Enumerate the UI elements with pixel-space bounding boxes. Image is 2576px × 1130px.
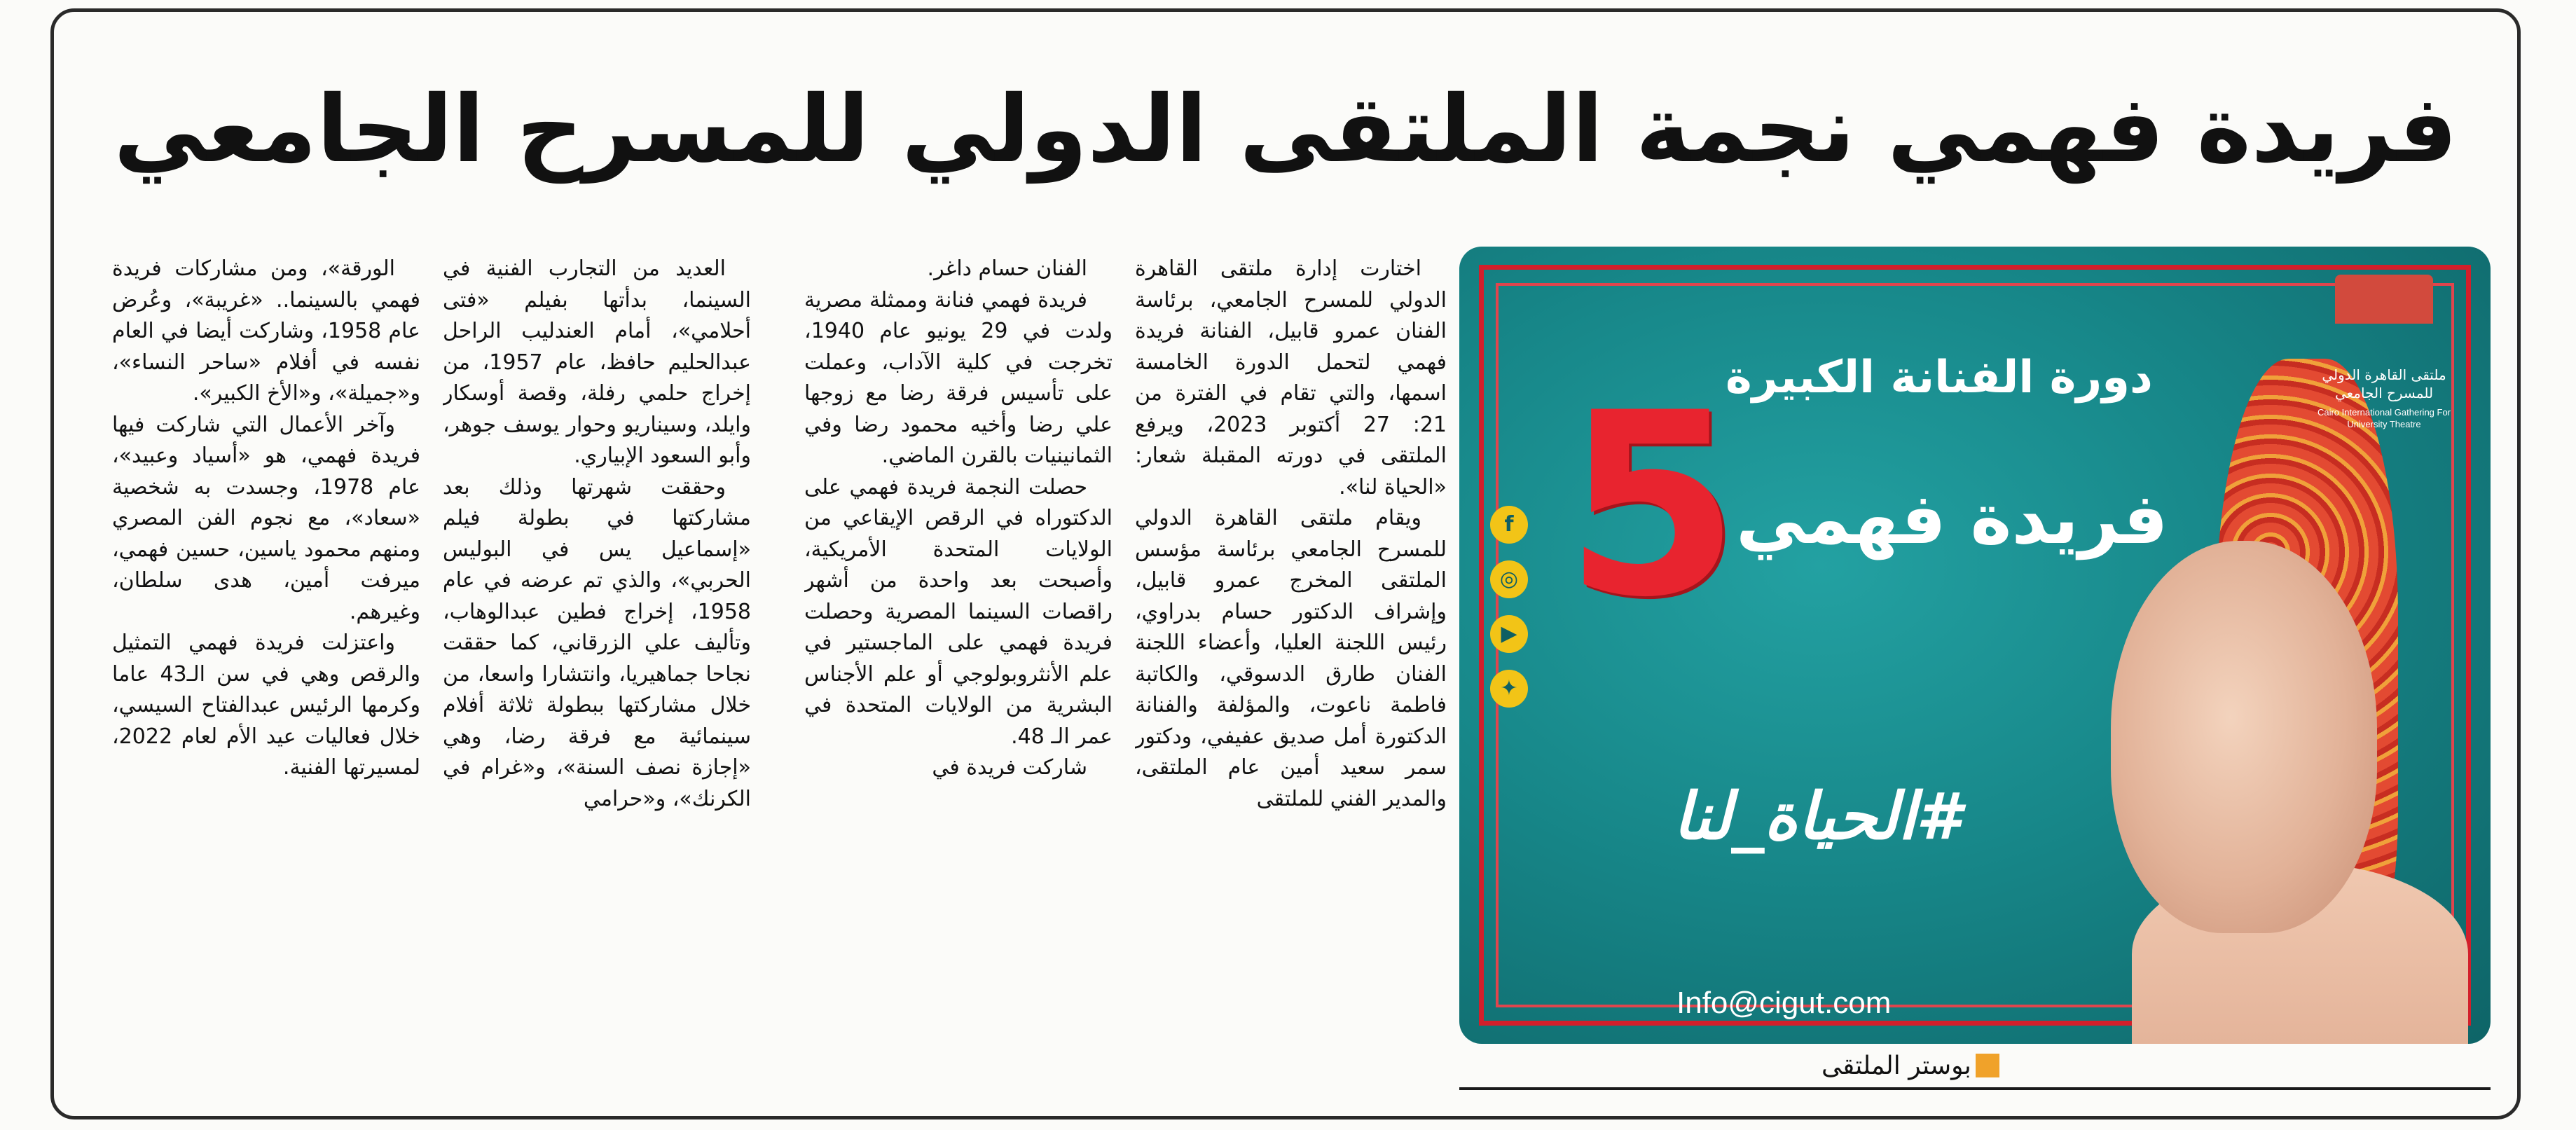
paragraph: ويقام ملتقى القاهرة الدولي للمسرح الجامعي برئاسة مؤسس الملتقى المخرج عمرو قابيل، وإشراف الدكتور حسام بدراوي، رئيس اللجنة العليا، وأعضاء اللجنة الفنان طارق الدسوقي، والكاتبة فاطمة ناعوت، والمؤلفة والفنانة الدكتورة أمل صديق عفيفي، ودكتور سمر سعيد أمين عام الملتقى، والمدير الفني للملتقى [1135,506,1447,811]
portrait-face [2111,541,2377,933]
poster-email: Info@cigut.com [1676,986,1892,1020]
edition-number: 5 [1564,359,1740,652]
article-column-2 [804,254,1113,1101]
graduation-cap-icon [2335,275,2433,324]
twitter-icon: ✦ [1490,670,1528,708]
paragraph: الورقة»، ومن مشاركات فريدة فهمي بالسينما.. «غريبة»، وعُرض عام 1958، وشاركت أيضا في العام نفسه في أفلام «ساحر النساء»، و«جميلة»، و«الأخ الكبير». [112,256,420,406]
paragraph: وحققت شهرتها وذلك بعد مشاركتها في بطولة فيلم «إسماعيل يس في البوليس الحربي»، والذي تم عرضه في عام 1958، إخراج فطين عبدالوهاب، وتأليف علي الزرقاني، كما حققت نجاحا جماهيريا، وانتشارا واسعا، من خلال مشاركتها ببطولة ثلاثة أفلام سينمائية مع فرقة رضا، وهي «إجازة نصف السنة»، و«غرام في الكرنك»، و«حرامي [443,474,751,811]
paragraph: واعتزلت فريدة فهمي التمثيل والرقص وهي في سن الـ43 عاما وكرمها الرئيس عبدالفتاح السيسي، خلال فعاليات عيد الأم لعام 2022، لمسيرتها الفنية. [112,631,420,780]
festival-logo [2300,275,2468,430]
honoree-name: فريدة فهمي [1736,478,2168,560]
logo-arabic-text: ملتقى القاهرة الدولي للمسرح الجامعي [2322,366,2446,401]
poster-hashtag: #الحياة_لنا [1673,779,1961,854]
social-icons [1490,506,1535,724]
article-column-1 [1135,254,1447,1101]
paragraph: حصلت النجمة فريدة فهمي على الدكتوراه في الرقص الإيقاعي من الولايات المتحدة الأمريكية، وأصبحت بعد واحدة من أشهر راقصات السينما المصرية وحصلت فريدة فهمي على الماجستير في علم الأنثروبولوجي أو علم الأجناس البشرية من الولايات المتحدة في عمر الـ 48. [804,474,1113,749]
image-caption [1821,1049,1999,1083]
festival-poster-image [1459,247,2491,1044]
paragraph: فريدة فهمي فنانة وممثلة مصرية ولدت في 29 يونيو عام 1940، تخرجت في كلية الآداب، وعملت على تأسيس فرقة رضا مع زوجها علي رضا وأخيه محمود رضا وفي الثمانينيات بالقرن الماضي. [804,287,1113,468]
headline: فريدة فهمي نجمة الملتقى الدولي للمسرح الجامعي [113,76,2458,184]
paragraph: شاركت فريدة في [932,755,1087,780]
youtube-icon: ▶ [1490,615,1528,653]
paragraph: العديد من التجارب الفنية في السينما، بدأتها بفيلم «فتى أحلامي»، أمام العندليب الراحل عبدالحليم حافظ، عام 1957، من إخراج حلمي رفلة، وقصة أوسكار وايلد، وسيناريو وحوار يوسف جوهر، وأبو السعود الإبياري. [443,256,751,468]
paragraph: الفنان حسام داغر. [927,256,1087,281]
paragraph: اختارت إدارة ملتقى القاهرة الدولي للمسرح الجامعي، برئاسة الفنان عمرو قابيل، الفنانة فريدة فهمي لتحمل الدورة الخامسة اسمها، والتي تقام في الفترة من 21: 27 أكتوبر 2023، ويرفع الملتقى في دورته المقبلة شعار: «الحياة لنا». [1135,256,1447,499]
article-column-3 [443,254,751,1101]
caption-text: بوستر الملتقى [1821,1052,1971,1080]
logo-english-text: Cairo International Gathering For University Theatre [2317,407,2451,429]
festival-edition-label: دورة الفنانة الكبيرة [1726,352,2153,404]
paragraph: وآخر الأعمال التي شاركت فيها فريدة فهمي، هو «أسياد وعبيد»، عام 1978، وجسدت به شخصية «سعاد»، مع نجوم الفن المصري ومنهم محمود ياسين، حسين فهمي، ميرفت أمين، هدى سلطان، وغيرهم. [112,412,420,624]
caption-marker-icon [1976,1054,1999,1077]
instagram-icon: ◎ [1490,560,1528,598]
facebook-icon: f [1490,506,1528,544]
article-column-4 [112,254,420,1101]
caption-rule [1459,1087,2491,1090]
